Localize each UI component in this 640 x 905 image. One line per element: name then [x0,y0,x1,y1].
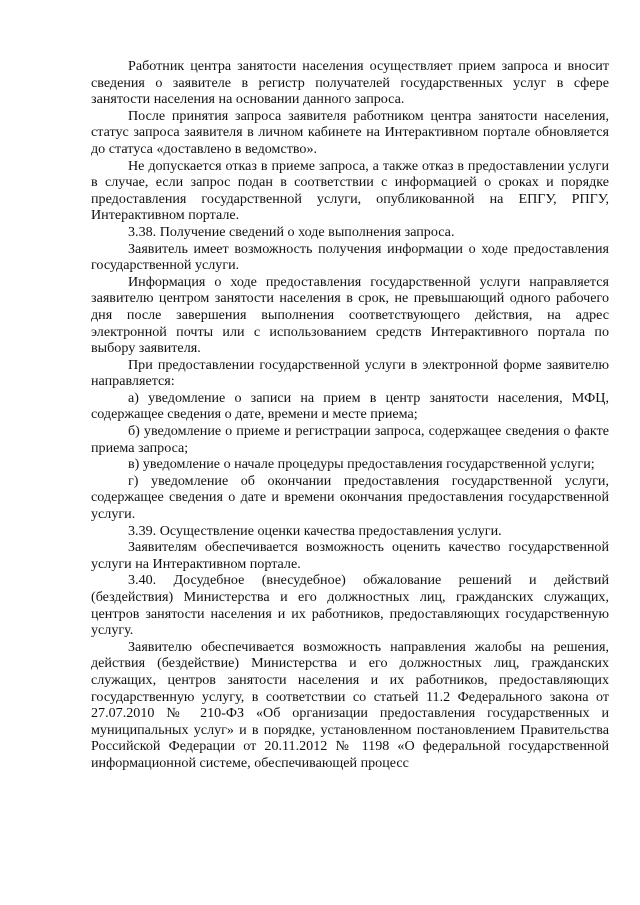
paragraph-notifications-intro: При предоставлении государственной услуги в электронной форме заявителю направляется: [91,356,609,390]
paragraph-refusal: Не допускается отказ в приеме запроса, а также отказ в предоставлении услуги в случае, если запрос подан в соответствии с информацией о сроках и порядке предоставления государственной услуги, опубликованной на ЕПГУ, РПГУ, Интерактивном портале. [91,157,609,224]
list-item-b: б) уведомление о приеме и регистрации запроса, содержащее сведения о факте приема запроса; [91,423,609,456]
section-3-39-heading: 3.39. Осуществление оценки качества предоставления услуги. [128,522,502,539]
paragraph-progress-delivery: Информация о ходе предоставления государственной услуги направляется заявителю центром занятости населения в срок, не превышающий одного рабочего дня после завершения выполнения соответствующего действия, на адрес электронной почты или с использованием средств Интерактивного портала по выбору заявителя. [91,273,609,357]
document-body [91,58,609,772]
section-3-38-heading: 3.38. Получение сведений о ходе выполнения запроса. [128,223,455,240]
paragraph-intake: Работник центра занятости населения осуществляет прием запроса и вносит сведения о заявителе в регистр получателей государственных услуг в сфере занятости населения на основании данного запроса. [91,58,609,108]
paragraph-status-update: После принятия запроса заявителя работником центра занятости населения, статус запроса заявителя в личном кабинете на Интерактивном портале обновляется до статуса «доставлено в ведомство». [91,107,609,157]
section-3-40-heading: 3.40. Досудебное (внесудебное) обжалование решений и действий (бездействия) Министерства и его должностных лиц, гражданских служащих, центров занятости населения и их работников, предоставляющих государственную услугу. [91,572,609,639]
list-item-a: а) уведомление о записи на прием в центр занятости населения, МФЦ, содержащее сведения о дате, времени и месте приема; [91,389,609,423]
paragraph-quality-rating: Заявителям обеспечивается возможность оценить качество государственной услуги на Интерактивном портале. [91,539,609,572]
paragraph-progress-info: Заявитель имеет возможность получения информации о ходе предоставления государственной услуги. [91,240,609,274]
list-item-v: в) уведомление о начале процедуры предоставления государственной услуги; [128,456,595,473]
paragraph-complaint: Заявителю обеспечивается возможность направления жалобы на решения, действия (бездействие) Министерства и его должностных лиц, гражданских служащих, центров занятости населения и их работников, предоставляющих государственную услугу, в соответствии со статьей 11.2 Федерального закона от 27.07.2010 № 210-ФЗ «Об организации предоставления государственных и муниципальных услуг» и в порядке, установленном постановлением Правительства Российской Федерации от 20.11.2012 № 1198 «О федеральной государственной информационной системе, обеспечивающей процесс [91,638,609,771]
list-item-g: г) уведомление об окончании предоставления государственной услуги, содержащее сведения о дате и времени окончания предоставления государственной услуги. [91,472,609,523]
